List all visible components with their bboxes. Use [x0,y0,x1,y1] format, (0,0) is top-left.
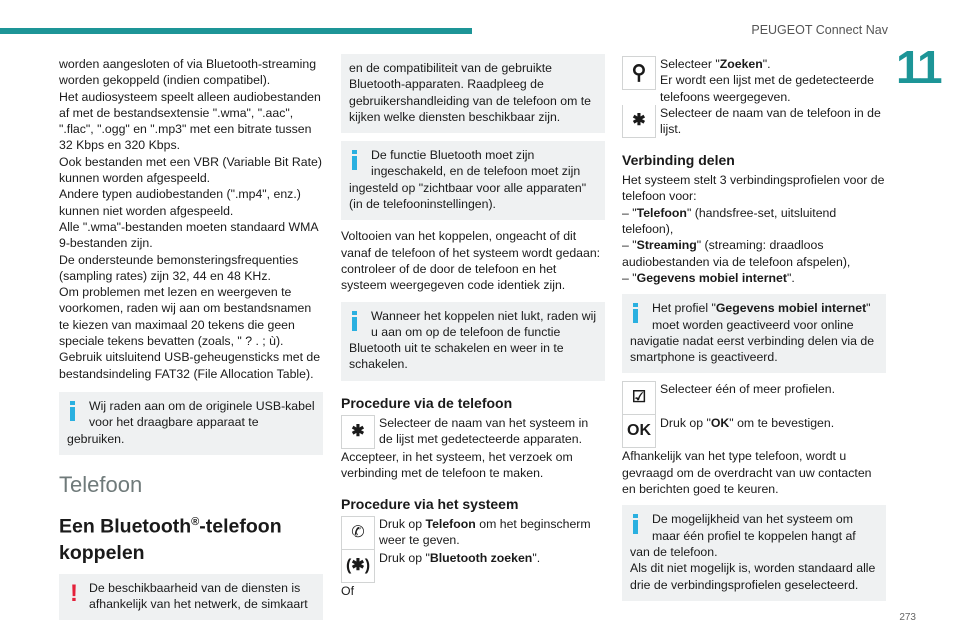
step-text: om het beginscherm weer te geven. [379,516,591,548]
profile-item [622,205,886,238]
section-heading [59,509,323,566]
info-icon [630,300,652,328]
step-bold: Telefoon [425,516,476,531]
subheading-share: Verbinding delen [622,151,735,168]
step-text: Selecteer één of meer profielen. [660,382,835,397]
subheading-phone: Procedure via de telefoon [341,394,513,411]
column-2 [341,54,605,599]
header-accent-bar [0,28,472,34]
info-note [341,141,605,220]
compat-box: en de compatibiliteit van de gebruikte Bluetooth-apparaten. Raadpleeg de gebruikershandleiding van de telefoon om te kijken welke diensten beschikbaar zijn. [341,54,605,133]
step-bold: Zoeken [719,57,763,71]
section-title: Telefoon [59,471,143,497]
dash: – " [622,270,637,285]
profile-desc: " (streaming: draadloos audiobestanden via de telefoon afspelen), [622,238,851,269]
step-search [622,56,886,105]
warning-icon: ! [70,579,78,607]
note-text: Wij raden aan om de originele USB-kabel voor het draagbare apparaat te gebruiken. [67,398,315,446]
pairing-paragraph: Voltooien van het koppelen, ongeacht of dit vanaf de telefoon of het systeem wordt gedaan: controleer of de door de telefoon en het systeem weergegeven code identiek zijn. [341,229,601,293]
step-text: Selecteer " [660,57,720,71]
phone-handset-icon: ✆ [341,516,375,550]
or-text: Of [341,583,354,598]
profile-name: Telefoon [636,205,687,220]
profile-name: Streaming [636,238,697,253]
ok-icon: OK [622,415,656,448]
step-text: " om te bevestigen. [729,416,835,431]
column-1 [59,56,323,628]
checkbox-icon: ☑ [622,381,656,415]
note-text: De mogelijkheid van het systeem om maar één profiel te koppelen hangt af van de telefoon. Als dit niet mogelijk is, worden standaard alle drie de verbindingsprofielen geselecteerd. [630,512,876,592]
step-text: Druk op " [379,550,430,565]
info-icon [349,308,371,336]
bluetooth-search-icon: (✱) [341,550,375,583]
profiles-intro: Het systeem stelt 3 verbindingsprofielen voor de telefoon voor: [622,173,885,204]
step-text: Druk op " [660,416,711,431]
warning-note [59,574,323,621]
accept-paragraph: Accepteer, in het systeem, het verzoek om verbinding met de telefoon te maken. [341,450,573,481]
step-telefoon [341,516,605,550]
audio-paragraph: worden aangesloten of via Bluetooth-streaming worden gekoppeld (indien compatibel). Het audiosysteem speelt alleen audiobestanden af met de bestandsextensie ".wma", ".aac", ".flac", ".ogg" en ".mp3" met een bitrate tussen 32 Kbps en 320 Kbps. Ook bestanden met een VBR (Variable Bit Rate) kunnen worden afgespeeld. Andere typen audiobestanden (".mp4", enz.) kunnen niet worden afgespeeld. Alle ".wma"-bestanden moeten standaard WMA 9-bestanden zijn. De ondersteunde bemonsteringsfrequenties (sampling rates) zijn 32, 44 en 48 KHz. Om problemen met lezen en weergeven te voorkomen, raden wij aan om bestandsnamen te kiezen van maximaal 20 tekens die geen speciale tekens bevatten (zoals, " ? . ; ù). Gebruik uitsluitend USB-geheugensticks met de bestandsindeling FAT32 (File Allocation Table). [59,57,322,381]
note-text: Het profiel " [652,301,716,316]
dash: – " [622,205,637,220]
note-text: " moet worden geactiveerd voor online navigatie nadat eerst verbinding delen via de smartphone is geactiveerd. [630,301,875,365]
page-number: 273 [899,612,916,623]
step-bold: OK [710,416,730,431]
transfer-paragraph: Afhankelijk van het type telefoon, wordt u gevraagd om de overdracht van uw contacten en berichten goed te keuren. [622,449,872,497]
step-bluetooth-search [341,550,605,583]
note-text: Wanneer het koppelen niet lukt, raden wij u aan om op de telefoon de functie Bluetooth uit te schakelen en weer in te schakelen. [349,308,597,372]
info-note [622,505,886,600]
profile-name: Gegevens mobiel internet [636,270,787,285]
step-confirm [622,415,886,448]
info-icon [67,398,89,426]
heading-part: Een Bluetooth [59,515,192,538]
heading-part: -telefoon koppelen [59,515,282,564]
info-note [341,302,605,381]
bluetooth-icon: ✱ [341,415,375,449]
profile-item [622,270,886,286]
note-text: De functie Bluetooth moet zijn ingeschakeld, en de telefoon moet zijn ingesteld op "zichtbaar voor alle apparaten" (in de telefooninstellingen). [349,148,587,212]
profile-item [622,237,886,270]
warning-text: De beschikbaarheid van de diensten is afhankelijk van het netwerk, de simkaart [89,580,308,611]
header-title: PEUGEOT Connect Nav [751,23,888,37]
profile-desc: " (handsfree-set, uitsluitend telefoon), [622,205,837,237]
step-text: Er wordt een lijst met de gedetecteerde telefoons weergegeven. [660,73,874,104]
profile-desc: ". [786,270,795,285]
step-text: ". [762,57,771,71]
subheading-system: Procedure via het systeem [341,495,519,512]
info-note [59,392,323,455]
step-text: Druk op [379,516,426,531]
step-select-profiles [622,381,886,415]
step-bold: Bluetooth zoeken [429,550,533,565]
step-text: Selecteer de naam van de telefoon in de lijst. [660,105,881,137]
step-select-system [341,415,605,449]
step-text: Selecteer de naam van het systeem in de lijst met gedetecteerde apparaten. [379,416,589,447]
registered-mark: ® [191,516,200,529]
step-text: ". [532,550,541,565]
info-icon [630,511,652,539]
note-bold: Gegevens mobiel internet [715,301,867,316]
info-note [622,294,886,373]
dash: – " [622,238,637,253]
info-icon [349,147,371,175]
step-select-phone [622,105,886,138]
bluetooth-icon: ✱ [622,105,656,138]
chapter-number: 11 [896,41,941,93]
column-3 [622,56,886,609]
magnifier-icon: ⚲ [622,56,656,90]
